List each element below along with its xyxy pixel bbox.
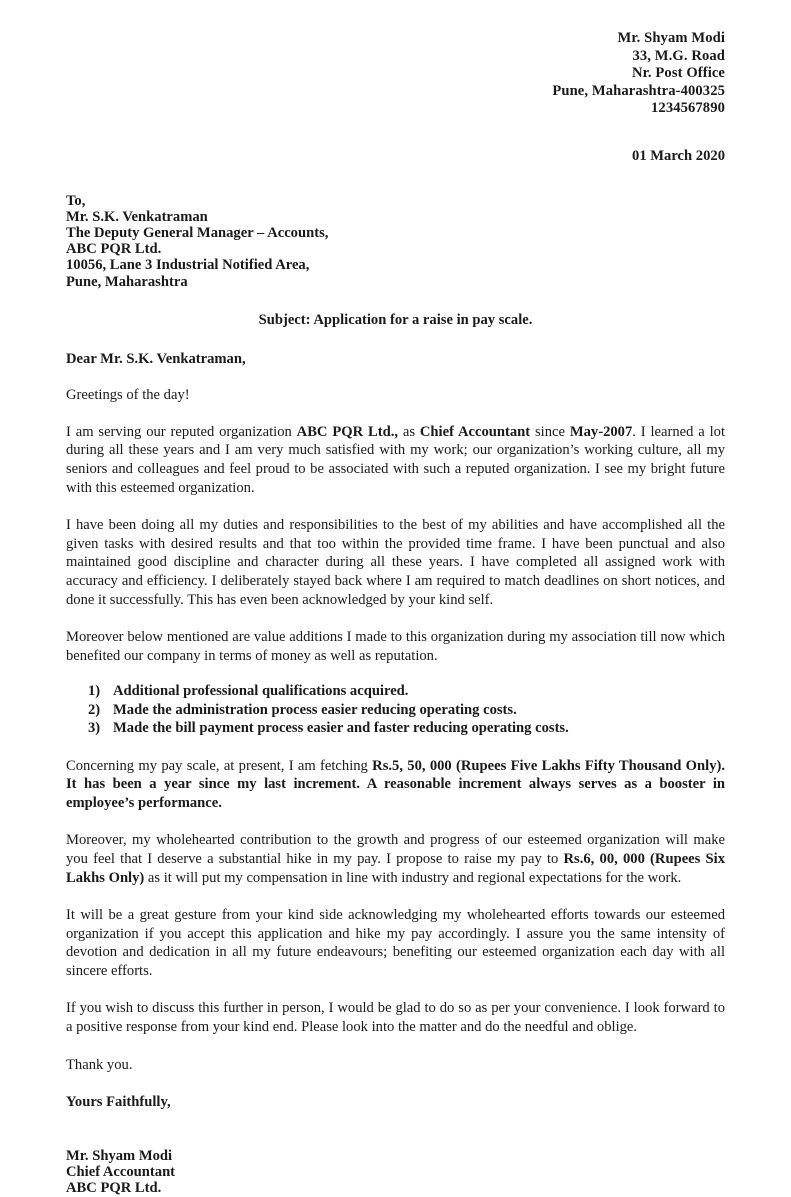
body-paragraph-2: I have been doing all my duties and responsibilities to the best of my abilities and have accomplished all the given tasks with desired results and that too within the provided time frame. I have been punctual and also maintained good discipline and character during all these years. I have completed all assigned work with accuracy and efficiency. I deliberately stayed back where I am required to match deadlines on short notices, and done it successfully. This has even been acknowledged by your kind self. bbox=[66, 517, 725, 608]
body-paragraph-proposed-pay bbox=[66, 831, 725, 887]
sender-street: 33, M.G. Road bbox=[632, 47, 725, 64]
body-paragraph-current-pay bbox=[66, 757, 725, 813]
list-item-label: Made the bill payment process easier and faster reducing operating costs. bbox=[113, 720, 569, 737]
sender-address-block bbox=[66, 30, 725, 118]
p1-segment-3: since bbox=[530, 423, 570, 440]
recipient-name: Mr. S.K. Venkatraman bbox=[66, 208, 208, 225]
greeting-salutation: Dear Mr. S.K. Venkatraman, bbox=[66, 350, 246, 367]
p1-designation-bold: Chief Accountant bbox=[419, 423, 531, 440]
body-paragraph-7: If you wish to discuss this further in person, I would be glad to do so as per your convenience. I look forward to a positive response from your kind end. Please look into the matter and do the needful and oblige. bbox=[66, 1000, 725, 1036]
recipient-designation: The Deputy General Manager – Accounts, bbox=[66, 224, 329, 241]
recipient-street: 10056, Lane 3 Industrial Notified Area, bbox=[66, 257, 310, 274]
recipient-company: ABC PQR Ltd. bbox=[66, 241, 162, 258]
list-item-label: Made the administration process easier reducing operating costs. bbox=[113, 701, 517, 718]
letter-content bbox=[66, 30, 725, 1197]
p5-segment-2: as it will put my compensation in line with industry and regional expectations for the work. bbox=[144, 869, 682, 886]
p1-date-bold: May-2007 bbox=[569, 423, 633, 440]
signature-block bbox=[66, 1148, 725, 1197]
letter-date: 01 March 2020 bbox=[632, 147, 725, 164]
list-item-marker: 2) bbox=[88, 701, 101, 718]
signature-designation: Chief Accountant bbox=[66, 1164, 176, 1181]
signature-company: ABC PQR Ltd. bbox=[66, 1180, 162, 1197]
subject-line: Subject: Application for a raise in pay scale. bbox=[258, 311, 533, 328]
p4-segment-1: Concerning my pay scale, at present, I am fetching bbox=[66, 757, 373, 774]
p5-proposed-salary-bold: Rs.6, 00, 000 (Rupees Six Lakhs Only) bbox=[66, 850, 725, 886]
body-paragraph-3: Moreover below mentioned are value additions I made to this organization during my association till now which benefited our company in terms of money as well as reputation. bbox=[66, 629, 725, 664]
greeting-line: Greetings of the day! bbox=[66, 386, 190, 403]
recipient-address-block bbox=[66, 193, 725, 290]
list-item-marker: 1) bbox=[88, 683, 101, 700]
p1-segment-2: as bbox=[398, 423, 420, 440]
list-item-marker: 3) bbox=[88, 720, 101, 737]
list-item bbox=[88, 682, 725, 700]
recipient-salutation-line: To, bbox=[66, 192, 86, 209]
sender-city-state-pin: Pune, Maharashtra-400325 bbox=[552, 82, 725, 99]
p1-segment-4: . I learned a lot during all these years and I am very much satisfied with my work; our organization’s working culture, all my seniors and colleagues and feel proud to be associated with such a reputed organization. I see my bright future with this esteemed organization. bbox=[66, 423, 726, 496]
list-item bbox=[88, 719, 725, 737]
body-paragraph-6: It will be a great gesture from your kind side acknowledging my wholehearted efforts towards our esteemed organization if you accept this application and hike my pay accordingly. I assure you the same intensity of devotion and dedication in all my future endeavours; benefiting our esteemed organization each day with all sincere efforts. bbox=[66, 907, 725, 979]
list-item-label: Additional professional qualifications acquired. bbox=[113, 683, 409, 700]
sender-name: Mr. Shyam Modi bbox=[617, 30, 725, 46]
value-additions-list bbox=[66, 682, 725, 737]
p1-segment-1: I am serving our reputed organization bbox=[66, 423, 297, 440]
recipient-city-state: Pune, Maharashtra bbox=[66, 273, 188, 290]
sign-off-line: Yours Faithfully, bbox=[66, 1093, 171, 1110]
sender-phone: 1234567890 bbox=[651, 100, 725, 117]
sender-landmark: Nr. Post Office bbox=[632, 65, 725, 82]
signature-name: Mr. Shyam Modi bbox=[66, 1147, 173, 1164]
p1-company-bold: ABC PQR Ltd., bbox=[296, 423, 398, 440]
thank-you-line: Thank you. bbox=[66, 1056, 133, 1073]
p5-segment-1: Moreover, my wholehearted contribution to the growth and progress of our esteemed organization will make you feel that I deserve a substantial hike in my pay. I propose to raise my pay to bbox=[66, 832, 725, 867]
p4-current-salary-bold: Rs.5, 50, 000 (Rupees Five Lakhs Fifty Thousand Only). bbox=[372, 757, 725, 774]
body-paragraph-1 bbox=[66, 423, 725, 497]
p4-increment-statement-bold: It has been a year since my last increment. A reasonable increment always serves as a booster in employee’s performance. bbox=[66, 776, 725, 811]
list-item bbox=[88, 701, 725, 719]
